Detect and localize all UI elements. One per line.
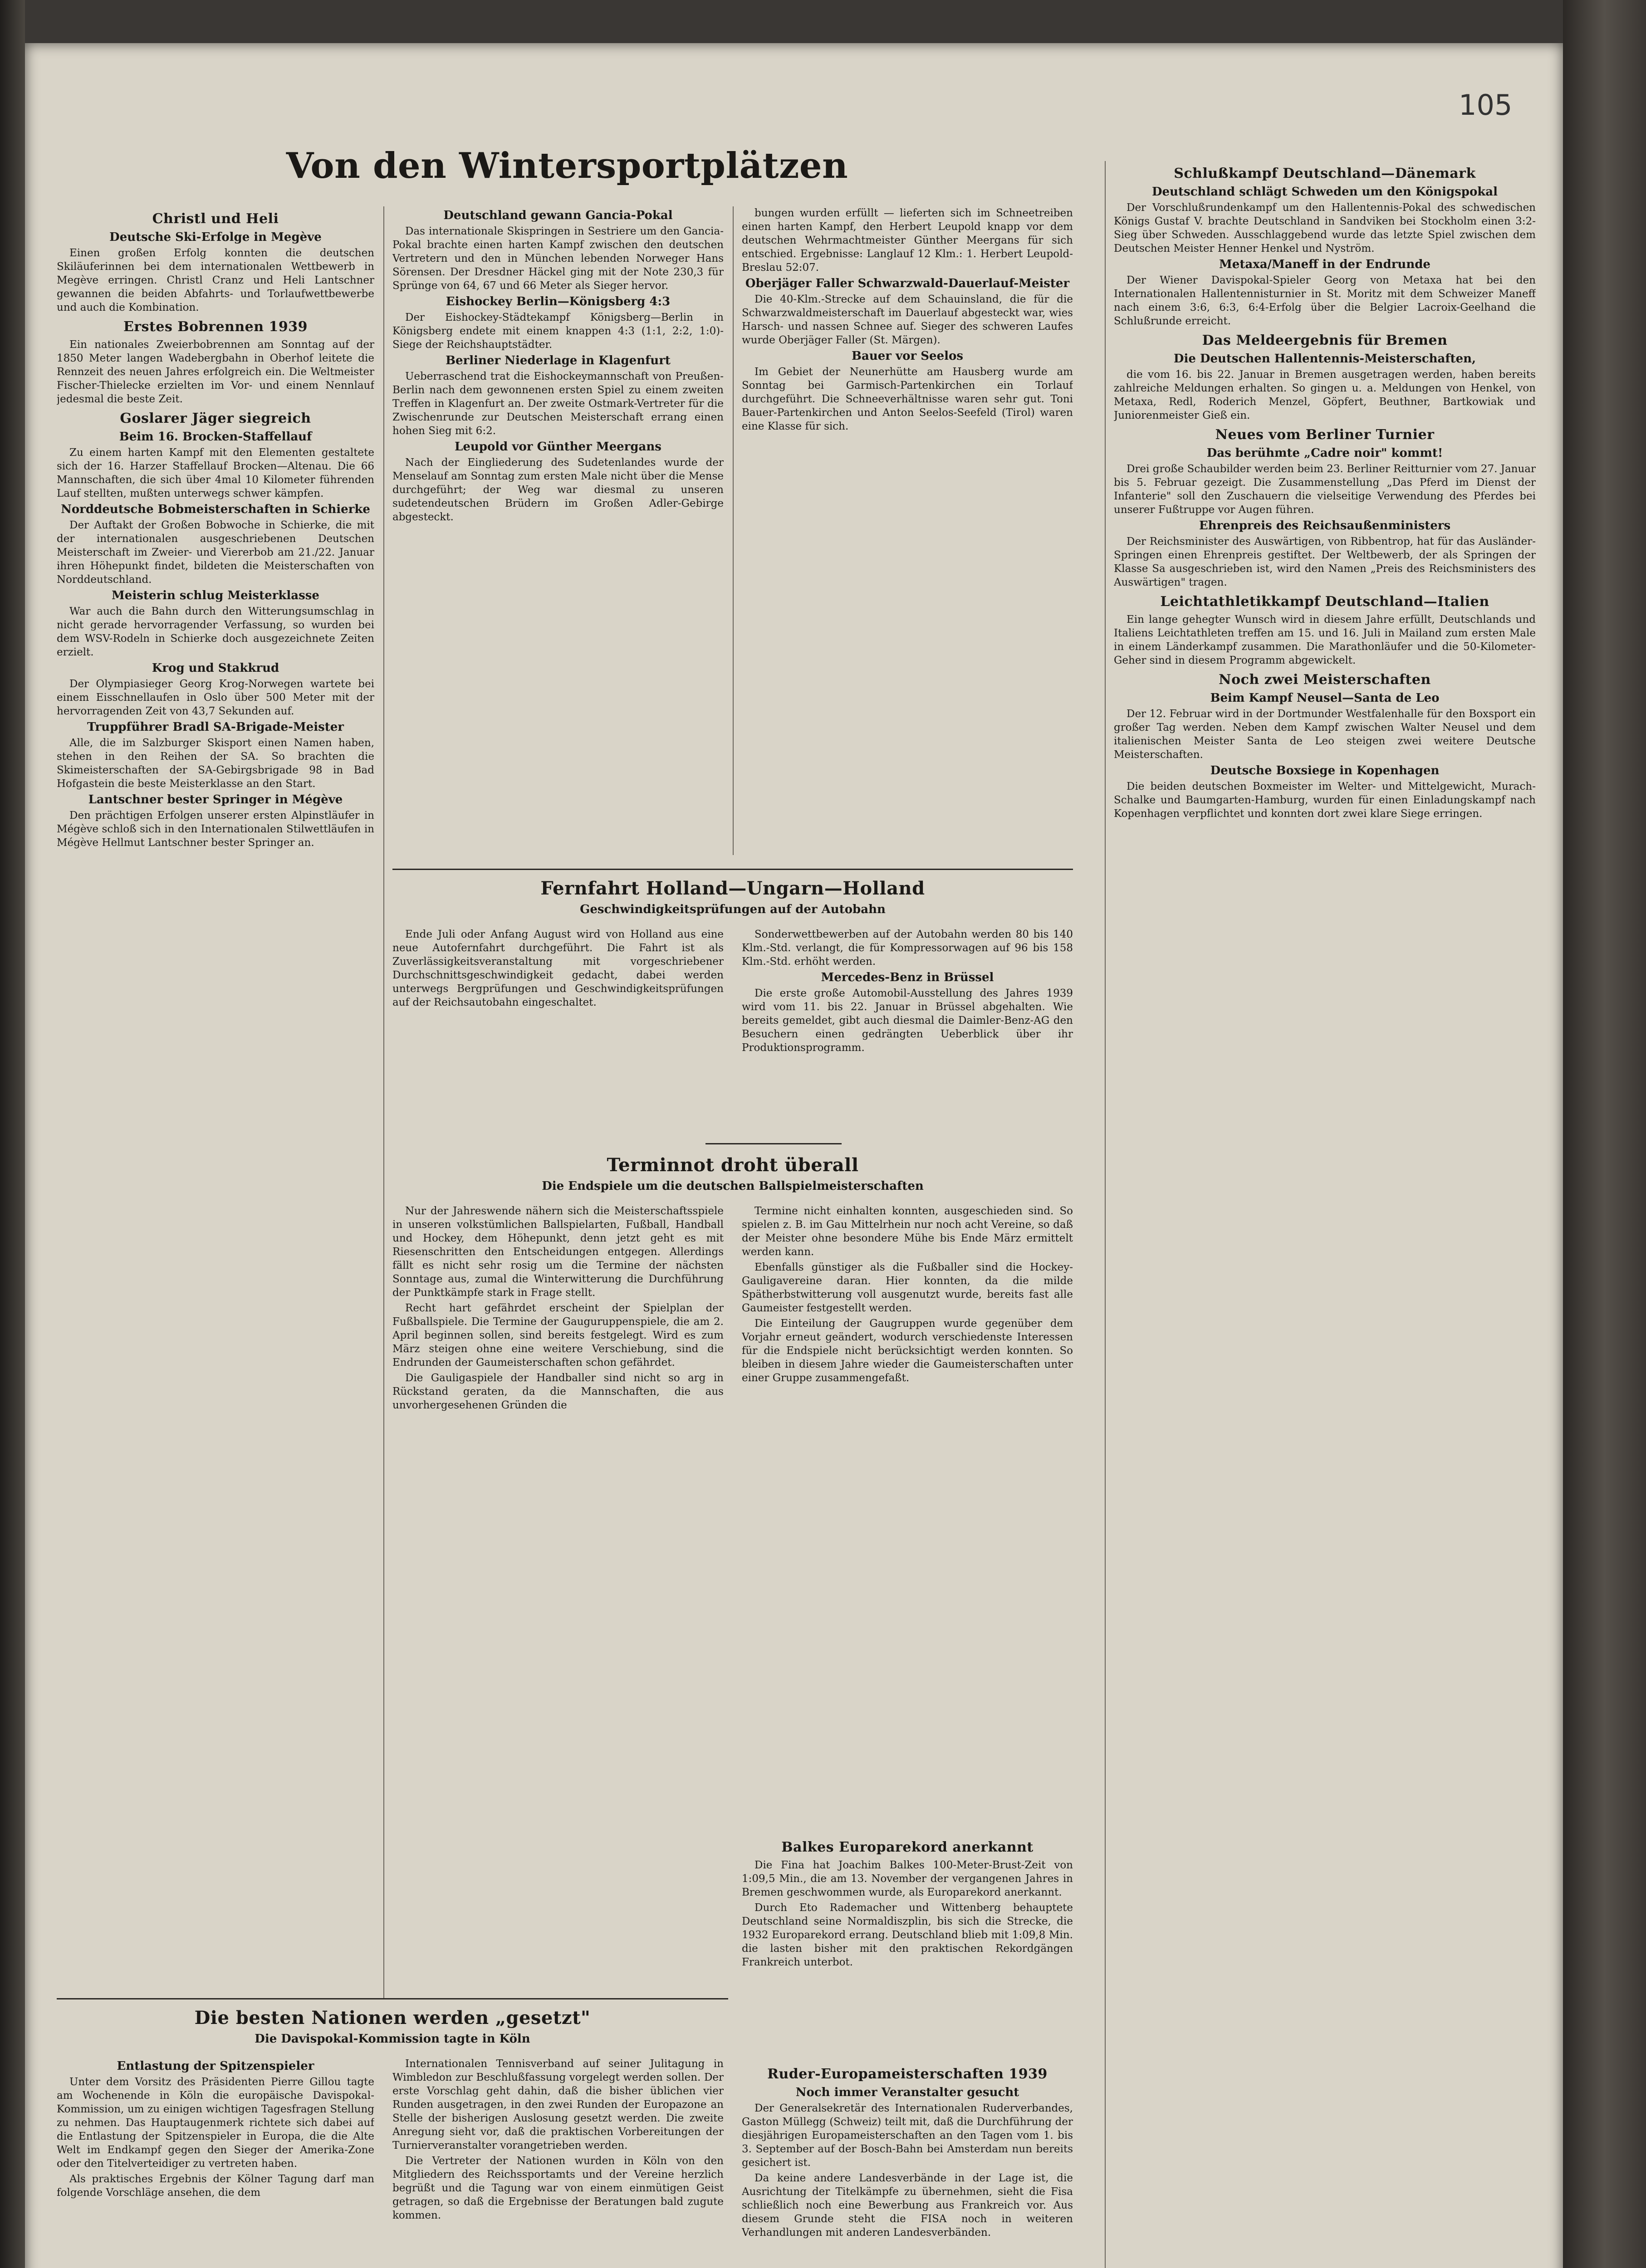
column-divider [733,206,734,855]
article-text: Zu einem harten Kampf mit den Elementen gestaltete sich der 16. Harzer Staffellauf Brocken—Altenau. Die 66 Mannschaften, die sich über 4mal 10 Kilometer führenden Lauf stellten, mußten unterwegs schwer kämpfen. [57,447,374,499]
subheadline-cadre-noir: Das berühmte „Cadre noir" kommt! [1206,446,1443,460]
book-right-edge [1563,0,1646,2268]
headline-leichtathletik: Leichtathletikkampf Deutschland—Italien [1160,594,1489,610]
article-text: Termine nicht einhalten konnten, ausgeschieden sind. So spielen z. B. im Gau Mittelrhein nur noch acht Vereine, so daß der Meister ohne besondere Mühe bis Ende März ermittelt werden kann. [742,1205,1073,1258]
headline-balkes: Balkes Europarekord anerkannt [781,1839,1034,1855]
article-text: Nur der Jahreswende nähern sich die Meisterschaftsspiele in unseren volkstümlichen Ballspielarten, Fußball, Handball und Hockey, dem Höhepunkt, denn jetzt geht es mit Riesenschritten den Entscheidungen entgegen. Allerdings fällt es nicht sehr rosig um die Termine der nächsten Sonntage aus, zumal die Winterwitterung die Durchführung der Punktkämpfe stark in Frage stellt. [392,1205,724,1299]
article-text: Da keine andere Landesverbände in der Lage ist, die Ausrichtung der Titelkämpfe zu übernehmen, sieht die Fisa schließlich noch eine Bewerbung aus Frankreich vor. Aus diesem Grunde steht die FISA noch in weiteren Verhandlungen mit anderen Landesverbänden. [742,2172,1073,2239]
subheadline-krog: Krog und Stakkrud [152,661,279,675]
subheadline-meisterin: Meisterin schlug Meisterklasse [112,589,319,602]
headline-ruder: Ruder-Europameisterschaften 1939 [767,2066,1048,2082]
nationen-col-right [392,2057,724,2268]
section-rule [392,869,1073,870]
article-text: die vom 16. bis 22. Januar in Bremen ausgetragen werden, haben bereits zahlreiche Meldungen erhalten. So gingen u. a. Meldungen von Henkel, von Metaxa, Redl, Roderich Menzel, Göpfert, Beuthner, Bartkowiak und Juniorenmeister Gieß ein. [1114,369,1536,421]
subheadline-brocken: Beim 16. Brocken-Staffellauf [119,430,312,444]
article-text: Unter dem Vorsitz des Präsidenten Pierre Gillou tagte am Wochenende in Köln die europäische Davispokal-Kommission, um zu einigen wichtigen Tagesfragen Stellung zu nehmen. Das Hauptaugenmerk richtete sich dabei auf die Entlastung der Spitzenspieler in Europa, die die Alte Welt im Endkampf gegen den Sieger der Amerika-Zone oder den Titelverteidiger zu vertreten haben. [57,2076,374,2170]
article-text: Alle, die im Salzburger Skisport einen Namen haben, stehen in den Reihen der SA. So brachten die Skimeisterschaften der SA-Gebirgsbrigade 98 in Bad Hofgastein die beste Meisterklasse an den Start. [57,737,374,790]
article-text: Der Generalsekretär des Internationalen Ruderverbandes, Gaston Müllegg (Schweiz) teilt mit, daß die Durchführung der diesjährigen Europameisterschaften an den Tagen vom 1. bis 3. September auf der Bosch-Bahn bei Amsterdam nun bereits gesichert ist. [742,2102,1073,2169]
article-text: Drei große Schaubilder werden beim 23. Berliner Reitturnier vom 27. Januar bis 5. Februar gezeigt. Die Zusammenstellung „Das Pferd im Dienst der Infanterie" soll den Zuschauern die vielseitige Verwendung des Pferdes bei unserer Fußtruppe vor Augen führen. [1114,463,1536,516]
fernfahrt-col-left [392,928,724,1011]
subheadline-bauer: Bauer vor Seelos [852,349,963,363]
page-number: 105 [1459,88,1513,122]
subheadline-ballspiel: Die Endspiele um die deutschen Ballspielmeisterschaften [542,1179,924,1193]
headline-fernfahrt: Fernfahrt Holland—Ungarn—Holland [540,878,925,899]
article-text: Die Einteilung der Gaugruppen wurde gegenüber dem Vorjahr erneut geändert, wodurch verschiedenste Interessen für die Endspiele nicht berücksichtigt werden konnten. So bleiben in diesem Jahre wieder die Gaumeisterschaften unter einer Gruppe zusammengefaßt. [742,1318,1073,1384]
subheadline-entlastung: Entlastung der Spitzenspieler [117,2059,314,2073]
subheadline-faller: Oberjäger Faller Schwarzwald-Dauerlauf-Meister [745,277,1070,290]
headline-bobrennen: Erstes Bobrennen 1939 [123,319,308,335]
fernfahrt-section [392,873,1073,1054]
subheadline-klagenfurt: Berliner Niederlage in Klagenfurt [446,354,671,367]
headline-wintersport: Von den Wintersportplätzen [286,145,848,186]
article-text: Internationalen Tennisverband auf seiner Julitagung in Wimbledon zur Beschlußfassung vorgelegt werden sollen. Der erste Vorschlag geht dahin, daß die bisher üblichen vier Runden ausgetragen, in den zwei Runden der Europazone an Stelle der bisherigen Auslosung gesetzt werden. Die zweite Anregung sieht vor, daß die praktischen Vorbereitungen der Turnierveranstalter vorangetrieben werden. [392,2058,724,2151]
article-text: Der Reichsminister des Auswärtigen, von Ribbentrop, hat für das Ausländer-Springen einen Ehrenpreis gestiftet. Der Weltbewerb, der als Springen der Klasse Sa ausgeschrieben ist, wird den Namen „Preis des Reichsministers des Auswärtigen" tragen. [1114,536,1536,588]
article-text: Die beiden deutschen Boxmeister im Welter- und Mittelgewicht, Murach-Schalke und Baumgarten-Hamburg, wurden für einen Einladungskampf nach Kopenhagen verpflichtet und konnten dort zwei klare Siege erringen. [1114,781,1536,820]
subheadline-bradl: Truppführer Bradl SA-Brigade-Meister [87,720,344,734]
column-1 [57,206,374,1839]
terminnot-col-left [392,1204,724,1998]
subheadline-davispokal: Die Davispokal-Kommission tagte in Köln [255,2032,530,2046]
article-text: Nach der Eingliederung des Sudetenlandes wurde der Menselauf am Sonntag zum ersten Male nicht über die Mense durchgeführt; der Weg war diesmal zu unseren sudetendeutschen Brüdern im Großen Adler-Gebirge abgesteckt. [392,457,724,523]
column-2 [392,206,724,855]
article-text: Sonderwettbewerben auf der Autobahn werden 80 bis 140 Klm.-Std. verlangt, die für Kompressorwagen auf 96 bis 158 Klm.-Std. erhöht werden. [742,929,1073,968]
subheadline-veranstalter: Noch immer Veranstalter gesucht [795,2086,1019,2099]
article-text: Der 12. Februar wird in der Dortmunder Westfalenhalle für den Boxsport ein großer Tag werden. Neben dem Kampf zwischen Walter Neusel und dem italienischen Meister Santa de Leo steigen zwei weitere Deutsche Meisterschaften. [1114,708,1536,761]
article-text: Ebenfalls günstiger als die Fußballer sind die Hockey-Gauligavereine daran. Hier konnten, da die milde Spätherbstwitterung voll ausgenutzt wurde, bereits fast alle Gaumeister festgestellt werden. [742,1261,1073,1314]
article-text: Die 40-Klm.-Strecke auf dem Schauinsland, die für die Schwarzwaldmeisterschaft im Dauerlauf abgesteckt war, wies Harsch- und nassen Schnee auf. Sieger des schweren Laufes wurde Oberjäger Faller (St. Märgen). [742,293,1073,346]
article-text: Die Gauligaspiele der Handballer sind nicht so arg in Rückstand geraten, da die Mannschaften, die aus unvorhergesehenen Gründen die [392,1372,724,1411]
headline-goslarer: Goslarer Jäger siegreich [120,411,311,426]
article-text: Im Gebiet der Neunerhütte am Hausberg wurde am Sonntag bei Garmisch-Partenkirchen ein Torlauf durchgeführt. Die Schneeverhältnisse waren sehr gut. Toni Bauer-Partenkirchen und Anton Seelos-Seefeld (Tirol) waren eine Klasse für sich. [742,366,1073,432]
subheadline-hallentennis: Die Deutschen Hallentennis-Meisterschaften, [1173,352,1476,366]
article-text: Durch Eto Rademacher und Wittenberg behauptete Deutschland seine Normaldiszplin, bis sich die Strecke, die 1932 Europarekord errang. Deutschland blieb mit 1:09,8 Min. die lasten bisher mit den praktischen Rekordgängen Frankreich unterbot. [742,1902,1073,1968]
article-text: Recht hart gefährdet erscheint der Spielplan der Fußballspiele. Die Termine der Gauguruppenspiele, die am 2. April beginnen sollen, sind bereits festgelegt. Wird es zum März steigen ohne eine weitere Verschiebung, sind die Endrunden der Gaumeisterschaften schon gefährdet. [392,1302,724,1369]
section-rule [705,1143,842,1144]
article-text: Den prächtigen Erfolgen unserer ersten Alpinstläufer in Mégève schloß sich in den Internationalen Stilwettläufen in Mégève Hellmut Lantschner bester Springer an. [57,810,374,849]
column-divider [1105,161,1106,2268]
article-text: Der Auftakt der Großen Bobwoche in Schierke, die mit der internationalen ausgeschriebenen Deutschen Meisterschaft im Zweier- und Viererbob am 21./22. Januar ihren Höhepunkt findet, bildeten die Meisterschaften von Norddeutschland. [57,519,374,586]
book-binding [0,0,25,2268]
article-text: bungen wurden erfüllt — lieferten sich im Schneetreiben einen harten Kampf, den Herbert Leupold knapp vor dem deutschen Wehrmachtmeister Günther Meergans für sich entschied. Ergebnisse: Langlauf 12 Klm.: 1. Herbert Leupold-Breslau 52:07. [742,207,1073,274]
terminnot-section [392,1150,1073,1411]
headline-berliner-turnier: Neues vom Berliner Turnier [1215,427,1435,443]
article-text: Ende Juli oder Anfang August wird von Holland aus eine neue Autofernfahrt durchgeführt. Die Fahrt ist als Zuverlässigkeitsveranstaltung mit vorgeschriebener Durchschnittsgeschwindigkeit gedacht, dabei werden unterwegs Bergprüfungen und Geschwindigkeitsprüfungen auf der Reichsautobahn eingeschaltet. [392,929,724,1008]
column-divider [383,206,384,1998]
subheadline-leupold: Leupold vor Günther Meergans [455,440,661,454]
headline-meisterschaften: Noch zwei Meisterschaften [1219,672,1431,688]
headline-terminnot: Terminnot droht überall [607,1154,859,1176]
headline-bremen: Das Meldeergebnis für Bremen [1202,332,1448,348]
terminnot-col-right [742,1204,1073,1749]
subheadline-gancia: Deutschland gewann Gancia-Pokal [443,209,673,222]
article-text: Einen großen Erfolg konnten die deutschen Skiläuferinnen bei dem internationalen Wettbewerb in Megève erringen. Christl Cranz und Heli Lantschner gewannen die beiden Abfahrts- und Torlaufwettbewerbe und auch die Kombination. [57,247,374,313]
article-text: Das internationale Skispringen in Sestriere um den Gancia-Pokal brachte einen harten Kampf zwischen den deutschen Vertretern und den in München lebenden Norweger Hans Sörensen. Der Dresdner Häckel ging mit der Note 230,3 für Sprünge von 64, 67 und 66 Meter als Sieger hervor. [392,225,724,292]
subheadline-eishockey: Eishockey Berlin—Königsberg 4:3 [446,295,671,308]
article-text: Ein nationales Zweierbobrennen am Sonntag auf der 1850 Meter langen Wadebergbahn in Oberhof leitete die Rennzeit des neuen Jahres erfolgreich ein. Die Weltmeister Fischer-Thielecke erzielten im Vor- und einem Nennlauf jedesmal die beste Zeit. [57,339,374,405]
article-text: War auch die Bahn durch den Witterungsumschlag in nicht gerade hervorragender Verfassung, so wurden bei dem WSV-Rodeln in Schierke doch ausgezeichnete Zeiten erzielt. [57,606,374,658]
headline-nationen: Die besten Nationen werden „gesetzt" [194,2007,591,2028]
nationen-section [57,2003,728,2221]
article-text: Als praktisches Ergebnis der Kölner Tagung darf man folgende Vorschläge ansehen, die dem [57,2173,374,2199]
article-text: Der Eishockey-Städtekampf Königsberg—Berlin in Königsberg endete mit einem knappen 4:3 (1:1, 2:2, 1:0)-Siege der Reichshauptstädter. [392,312,724,351]
section-rule [57,1998,728,1999]
newspaper-page [25,43,1563,2268]
subheadline-schweden: Deutschland schlägt Schweden um den Königspokal [1151,185,1498,199]
article-text: Die Fina hat Joachim Balkes 100-Meter-Brust-Zeit von 1:09,5 Min., die am 13. November der vergangenen Jahres in Bremen geschwommen wurde, als Europarekord anerkannt. [742,1859,1073,1898]
fernfahrt-col-right [742,928,1073,1056]
article-text: Der Vorschlußrundenkampf um den Hallentennis-Pokal des schwedischen Königs Gustaf V. brachte Deutschland in Sandviken bei Stockholm einen 3:2-Sieg über Schweden. Ausschlaggebend wurde das letzte Spiel zwischen dem Deutschen Meister Henner Henkel und Nyström. [1114,202,1536,254]
subheadline-schierke: Norddeutsche Bobmeisterschaften in Schierke [61,503,370,516]
article-text: Die erste große Automobil-Ausstellung des Jahres 1939 wird vom 11. bis 22. Januar in Brüssel abgehalten. Wie bereits gemeldet, gibt auch diesmal die Daimler-Benz-AG den Besuchern einen gedrängten Ueberblick über ihr Produktionsprogramm. [742,987,1073,1054]
article-text: Der Wiener Davispokal-Spieler Georg von Metaxa hat bei den Internationalen Hallentennisturnier in St. Moritz mit dem Schweizer Maneff nach einem 3:6, 6:3, 6:4-Erfolg über die Belgier Lacroix-Geelhand die Schlußrunde erreicht. [1114,274,1536,327]
subheadline-mercedes: Mercedes-Benz in Brüssel [821,971,994,984]
subheadline-kopenhagen: Deutsche Boxsiege in Kopenhagen [1210,764,1440,777]
subheadline-metaxa: Metaxa/Maneff in der Endrunde [1219,258,1430,271]
top-banner [57,141,1078,190]
article-text: Die Vertreter der Nationen wurden in Köln von den Mitgliedern des Reichssportamts und der Vereine herzlich begrüßt und die Tagung war von einem einmütigen Geist getragen, so daß die Ergebnisse der Beratungen bald zugute kommen. [392,2155,724,2221]
headline-schlusskampf: Schlußkampf Deutschland—Dänemark [1174,166,1476,181]
column-4 [1114,161,1536,2268]
subheadline-megeve: Deutsche Ski-Erfolge in Megève [109,230,322,244]
headline-christl-heli: Christl und Heli [152,211,279,227]
nationen-col-left [57,2057,374,2268]
ruder-section [742,2062,1073,2268]
subheadline-neusel: Beim Kampf Neusel—Santa de Leo [1210,691,1440,705]
subheadline-lantschner: Lantschner bester Springer in Mégève [88,793,343,807]
article-text: Ueberraschend trat die Eishockeymannschaft von Preußen-Berlin nach dem gewonnenen ersten Spiel zu einem zweiten Treffen in Klagenfurt an. Der zweite Ostmark-Vertreter für die Zwischenrunde zur Deutschen Meisterschaft errang einen hohen Sieg mit 6:2. [392,371,724,437]
subheadline-ehrenpreis: Ehrenpreis des Reichsaußenministers [1199,519,1451,533]
column-3 [742,206,1073,855]
article-text: Ein lange gehegter Wunsch wird in diesem Jahre erfüllt, Deutschlands und Italiens Leichtathleten treffen am 15. und 16. Juli in Mailand zum ersten Male in einem Länderkampf zusammen. Die Marathonläufer und die 50-Kilometer-Geher sind in diesem Programm abgewickelt. [1114,614,1536,666]
balkes-section [742,1835,1073,2025]
subheadline-autobahn: Geschwindigkeitsprüfungen auf der Autobahn [580,903,886,916]
article-text: Der Olympiasieger Georg Krog-Norwegen wartete bei einem Eisschnellaufen in Oslo über 500 Meter mit der hervorragenden Zeit von 43,7 Sekunden auf. [57,678,374,717]
